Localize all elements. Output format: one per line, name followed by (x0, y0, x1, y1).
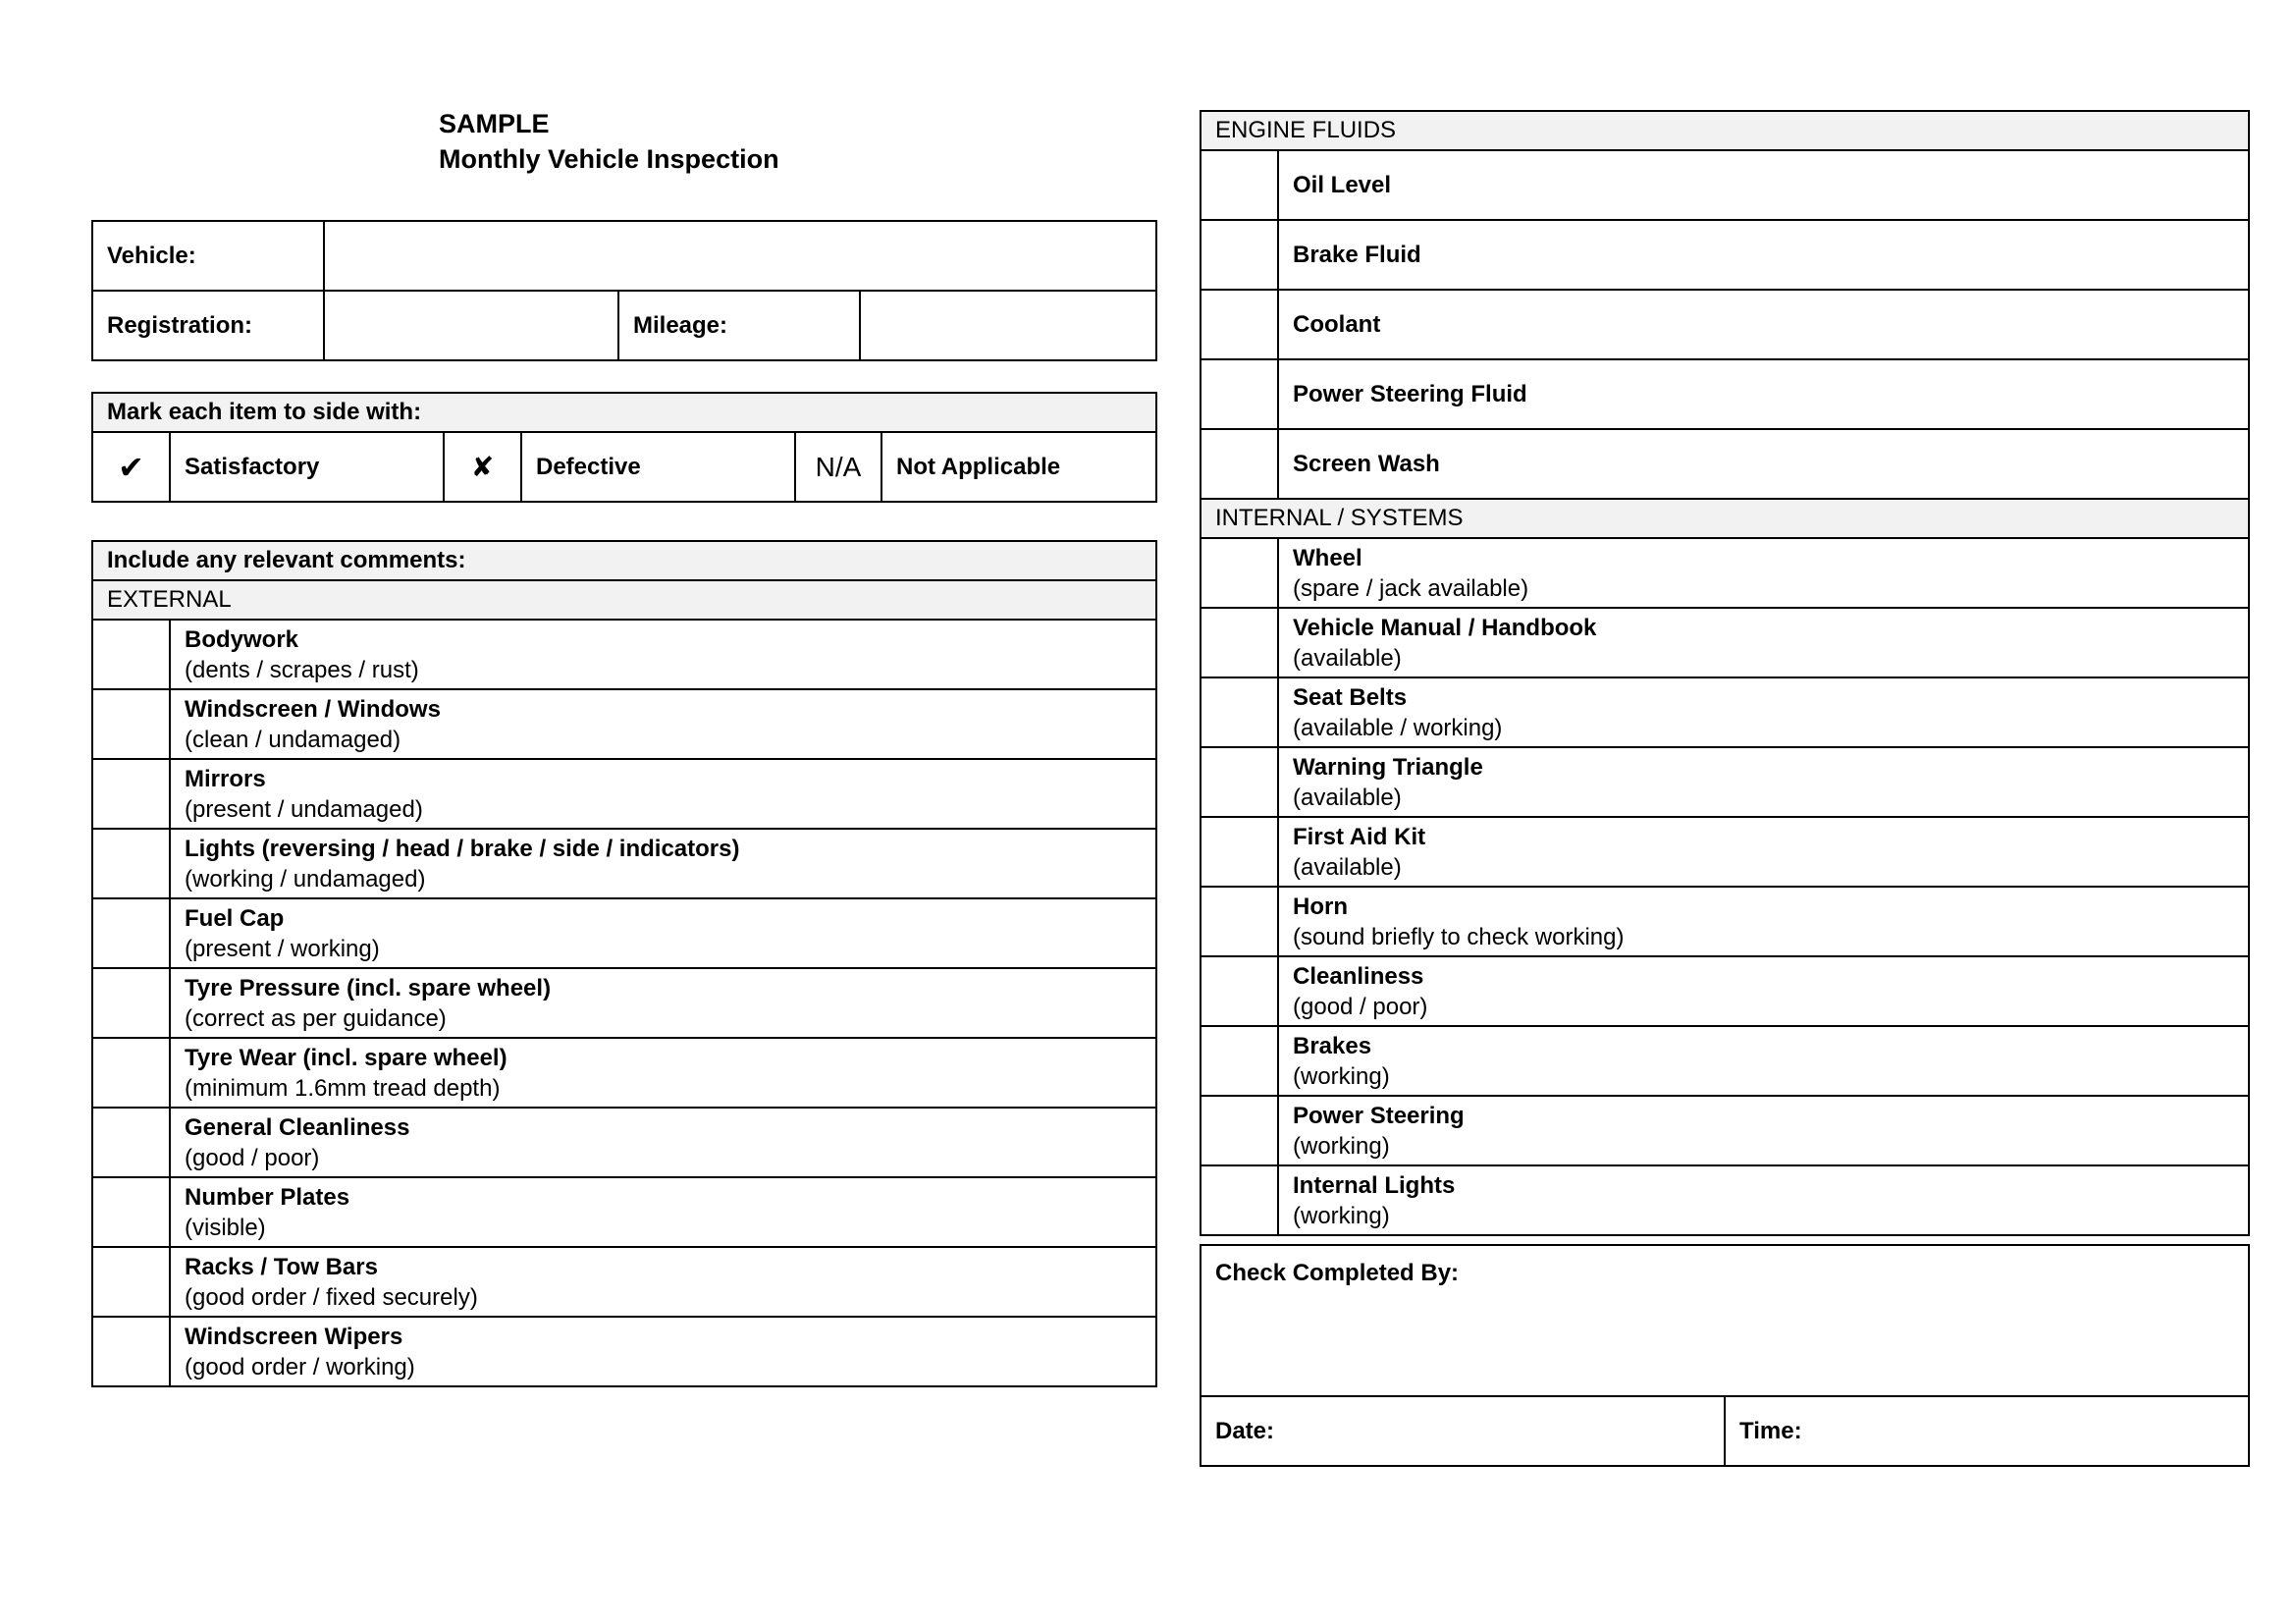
title-sample: SAMPLE (439, 109, 550, 138)
mileage-field[interactable] (860, 291, 1156, 360)
item-cell: Brake Fluid (1278, 220, 2249, 290)
table-row (1201, 1165, 2249, 1235)
not-applicable-label: Not Applicable (881, 432, 1156, 502)
mark-cell[interactable] (92, 1177, 170, 1247)
item-title: Lights (reversing / head / brake / side / indicators) (185, 835, 740, 862)
mark-cell[interactable] (92, 1038, 170, 1108)
item-cell: Screen Wash (1278, 429, 2249, 499)
mark-cell[interactable] (1201, 1165, 1278, 1235)
mark-cell[interactable] (92, 620, 170, 689)
item-cell (1278, 817, 2249, 887)
table-row (1201, 150, 2249, 220)
item-note: (available / working) (1293, 714, 1503, 741)
mark-cell[interactable] (1201, 359, 1278, 429)
item-cell: Oil Level (1278, 150, 2249, 220)
item-cell (1278, 1165, 2249, 1235)
item-title: Tyre Wear (incl. spare wheel) (185, 1044, 507, 1071)
item-note: (good / poor) (1293, 993, 1428, 1020)
mark-cell[interactable] (92, 968, 170, 1038)
item-note: (present / working) (185, 935, 380, 962)
mark-cell[interactable] (1201, 956, 1278, 1026)
item-note: (good order / fixed securely) (185, 1283, 478, 1311)
item-cell (170, 1038, 1156, 1108)
mark-cell[interactable] (92, 1108, 170, 1177)
item-cell (170, 1317, 1156, 1386)
comments-heading: Include any relevant comments: (92, 541, 1156, 580)
mark-cell[interactable] (92, 759, 170, 829)
item-cell (1278, 677, 2249, 747)
check-completed-by-label: Check Completed By: (1215, 1260, 1460, 1286)
item-note: (clean / undamaged) (185, 726, 401, 753)
table-row (1201, 887, 2249, 956)
item-title: Mirrors (185, 765, 266, 792)
mark-cell[interactable] (1201, 150, 1278, 220)
item-title: Internal Lights (1293, 1171, 1456, 1199)
item-cell (170, 1108, 1156, 1177)
mark-cell[interactable] (1201, 220, 1278, 290)
date-field[interactable] (1201, 1396, 1725, 1466)
marking-key-table (91, 392, 1157, 503)
mark-cell[interactable] (1201, 887, 1278, 956)
item-title: Brakes (1293, 1032, 1372, 1059)
na-symbol: N/A (795, 432, 881, 502)
table-row (92, 1247, 1156, 1317)
table-row (92, 1317, 1156, 1386)
table-row (92, 1038, 1156, 1108)
item-cell (170, 898, 1156, 968)
key-heading: Mark each item to side with: (92, 393, 1156, 432)
engine-fluids-heading: ENGINE FLUIDS (1201, 111, 2249, 150)
item-cell (1278, 608, 2249, 677)
item-cell (1278, 887, 2249, 956)
mark-cell[interactable] (92, 898, 170, 968)
mark-cell[interactable] (1201, 290, 1278, 359)
table-row (1201, 677, 2249, 747)
mark-cell[interactable] (92, 829, 170, 898)
mark-cell[interactable] (1201, 608, 1278, 677)
item-cell: Coolant (1278, 290, 2249, 359)
check-completed-by-field[interactable] (1201, 1245, 2249, 1396)
item-note: (good / poor) (185, 1144, 320, 1171)
item-cell (170, 759, 1156, 829)
document-title (439, 106, 779, 177)
table-row (92, 689, 1156, 759)
table-row (1201, 359, 2249, 429)
item-note: (present / undamaged) (185, 795, 423, 823)
vehicle-label: Vehicle: (92, 221, 324, 291)
item-cell (1278, 747, 2249, 817)
item-note: (working) (1293, 1062, 1390, 1090)
item-title: Fuel Cap (185, 904, 285, 932)
table-row (1201, 747, 2249, 817)
table-row (1201, 1096, 2249, 1165)
mark-cell[interactable] (92, 689, 170, 759)
mark-cell[interactable] (1201, 677, 1278, 747)
external-section-heading: EXTERNAL (92, 580, 1156, 620)
item-cell (1278, 1026, 2249, 1096)
item-cell (170, 1177, 1156, 1247)
table-row (92, 620, 1156, 689)
table-row (1201, 817, 2249, 887)
item-cell (170, 689, 1156, 759)
item-note: (working) (1293, 1202, 1390, 1229)
item-note: (dents / scrapes / rust) (185, 656, 419, 683)
item-note: (spare / jack available) (1293, 574, 1529, 602)
item-note: (correct as per guidance) (185, 1004, 447, 1032)
table-row (1201, 608, 2249, 677)
item-note: (available) (1293, 644, 1402, 672)
mark-cell[interactable] (92, 1317, 170, 1386)
table-row (1201, 220, 2249, 290)
title-main: Monthly Vehicle Inspection (439, 144, 779, 174)
item-note: (working / undamaged) (185, 865, 426, 893)
item-note: (good order / working) (185, 1353, 415, 1380)
item-cell (1278, 956, 2249, 1026)
mark-cell[interactable] (92, 1247, 170, 1317)
engine-internal-checklist-table (1200, 110, 2250, 1236)
internal-systems-heading: INTERNAL / SYSTEMS (1201, 499, 2249, 538)
item-title: Racks / Tow Bars (185, 1253, 378, 1280)
item-note: (working) (1293, 1132, 1390, 1160)
table-row (92, 829, 1156, 898)
item-title: Vehicle Manual / Handbook (1293, 614, 1597, 641)
registration-field[interactable] (324, 291, 618, 360)
item-title: Power Steering (1293, 1102, 1465, 1129)
mileage-label: Mileage: (618, 291, 860, 360)
table-row (1201, 538, 2249, 608)
time-field[interactable] (1725, 1396, 2249, 1466)
signoff-table (1200, 1244, 2250, 1467)
item-cell (170, 829, 1156, 898)
mark-cell[interactable] (1201, 817, 1278, 887)
table-row (1201, 290, 2249, 359)
mark-cell[interactable] (1201, 1096, 1278, 1165)
time-label: Time: (1739, 1417, 1802, 1444)
registration-label: Registration: (92, 291, 324, 360)
defective-label: Defective (521, 432, 795, 502)
mark-cell[interactable] (1201, 429, 1278, 499)
mark-cell[interactable] (1201, 538, 1278, 608)
external-checklist-table (91, 540, 1157, 1387)
item-title: First Aid Kit (1293, 823, 1426, 850)
item-note: (sound briefly to check working) (1293, 923, 1625, 950)
vehicle-field[interactable] (324, 221, 1156, 291)
item-note: (minimum 1.6mm tread depth) (185, 1074, 501, 1102)
table-row (92, 1177, 1156, 1247)
item-title: Cleanliness (1293, 962, 1424, 990)
item-title: Seat Belts (1293, 683, 1408, 711)
item-note: (available) (1293, 853, 1402, 881)
item-cell (1278, 1096, 2249, 1165)
item-title: Number Plates (185, 1183, 350, 1211)
item-title: Bodywork (185, 625, 299, 653)
table-row (92, 1108, 1156, 1177)
mark-cell[interactable] (1201, 1026, 1278, 1096)
item-cell: Power Steering Fluid (1278, 359, 2249, 429)
item-title: Tyre Pressure (incl. spare wheel) (185, 974, 552, 1001)
cross-mark-icon: ✘ (444, 432, 521, 502)
item-cell (170, 1247, 1156, 1317)
item-title: Wheel (1293, 544, 1362, 571)
table-row (1201, 429, 2249, 499)
item-title: Windscreen / Windows (185, 695, 441, 723)
item-cell (170, 620, 1156, 689)
date-label: Date: (1215, 1417, 1275, 1444)
item-cell (1278, 538, 2249, 608)
item-cell (170, 968, 1156, 1038)
item-title: Windscreen Wipers (185, 1323, 403, 1350)
table-row (1201, 956, 2249, 1026)
check-mark-icon: ✔ (92, 432, 170, 502)
table-row (92, 898, 1156, 968)
item-note: (visible) (185, 1214, 266, 1241)
mark-cell[interactable] (1201, 747, 1278, 817)
table-row (92, 759, 1156, 829)
item-title: Warning Triangle (1293, 753, 1483, 781)
satisfactory-label: Satisfactory (170, 432, 444, 502)
table-row (1201, 1026, 2249, 1096)
table-row (92, 968, 1156, 1038)
item-title: Horn (1293, 893, 1348, 920)
item-title: General Cleanliness (185, 1113, 410, 1141)
item-note: (available) (1293, 784, 1402, 811)
vehicle-info-table (91, 220, 1157, 361)
